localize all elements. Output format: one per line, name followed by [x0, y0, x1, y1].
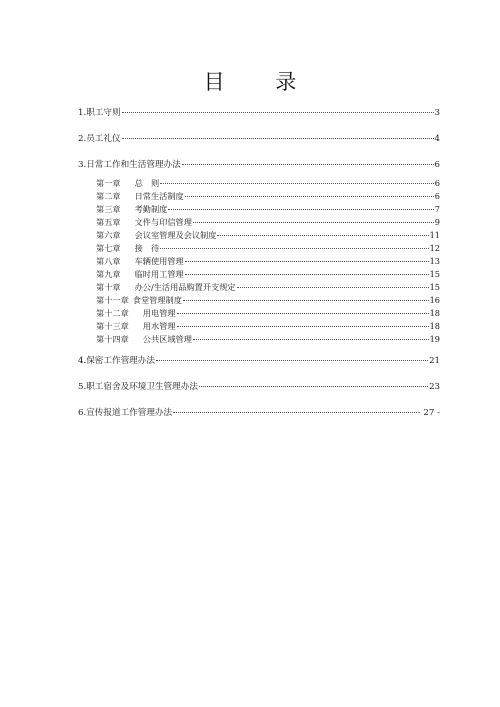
dot-leader [156, 360, 428, 361]
dot-leader [217, 235, 428, 236]
toc-page-number: 6 [434, 191, 440, 201]
toc-page-number: 9 [434, 217, 440, 227]
dot-leader [160, 183, 434, 184]
toc-page-number: 21 [429, 356, 440, 366]
chapter-number: 第十章 [96, 282, 121, 292]
toc-chapter-7[interactable] [96, 243, 440, 254]
chapter-number: 第六章 [96, 230, 121, 240]
chapter-title: 日常生活制度 [134, 191, 184, 201]
chapter-title: 办公/生活用品购置开支规定 [134, 282, 236, 292]
toc-page-number: 11 [429, 230, 440, 240]
toc-page-number: 6 [434, 160, 440, 170]
toc-page-number: 6 [434, 178, 440, 188]
toc-chapter-6[interactable] [96, 230, 440, 241]
toc-entry-5[interactable] [78, 382, 440, 393]
chapter-number: 第七章 [96, 243, 121, 253]
dot-leader [122, 112, 434, 113]
dot-leader [185, 196, 434, 197]
dot-leader [160, 248, 428, 249]
toc-page-number: 15 [429, 282, 440, 292]
toc-chapter-2[interactable] [96, 191, 440, 202]
toc-chapter-9[interactable] [96, 269, 440, 280]
chapter-number: 第五章 [96, 217, 121, 227]
chapter-number: 第九章 [96, 269, 121, 279]
toc-entry-1[interactable] [78, 108, 440, 119]
toc-title: 目 录 [203, 70, 319, 94]
dot-leader [177, 313, 429, 314]
chapter-title: 考勤制度 [134, 204, 168, 214]
toc-chapter-8[interactable] [96, 256, 440, 267]
dot-leader [177, 326, 429, 327]
toc-chapter-11[interactable] [96, 295, 440, 306]
toc-chapter-14[interactable] [96, 334, 440, 345]
chapter-title: 用电管理 [142, 308, 176, 318]
toc-entry-label: 6.宣传报道工作管理办法 [78, 408, 173, 418]
toc-page-number: 7 [434, 204, 440, 214]
toc-entry-label: 2.员工礼仪 [78, 134, 121, 144]
dot-leader [182, 164, 434, 165]
toc-page-number: 3 [434, 108, 440, 118]
toc-page-number: 16 [429, 295, 440, 305]
dot-leader [237, 287, 429, 288]
dot-leader [193, 222, 434, 223]
toc-chapter-10[interactable] [96, 282, 440, 293]
toc-page-number: 13 [429, 256, 440, 266]
dot-leader [168, 209, 433, 210]
dot-leader [183, 300, 429, 301]
toc-entry-label: 4.保密工作管理办法 [78, 356, 155, 366]
chapter-number: 第十二章 [96, 308, 129, 318]
toc-page-number: 4 [434, 134, 440, 144]
toc-entry-2[interactable] [78, 134, 440, 145]
chapter-title: 文件与印信管理 [134, 217, 192, 227]
dot-leader [185, 274, 429, 275]
chapter-number: 第三章 [96, 204, 121, 214]
dot-leader [173, 412, 417, 413]
toc-chapter-12[interactable] [96, 308, 440, 319]
toc-page-number: 12 [429, 243, 440, 253]
toc-chapter-5[interactable] [96, 217, 440, 228]
toc-page-number: 18 [429, 321, 440, 331]
toc-entry-4[interactable] [78, 356, 440, 367]
toc-page-number: 18 [429, 308, 440, 318]
toc-page-number: 23 [429, 382, 440, 392]
toc-entry-label: 3.日常工作和生活管理办法 [78, 160, 181, 170]
dot-leader [199, 386, 428, 387]
chapter-number: 第十三章 [96, 321, 129, 331]
chapter-number: 第二章 [96, 191, 121, 201]
chapter-number: 第一章 [96, 178, 121, 188]
chapter-title: 食堂管理制度 [132, 295, 182, 305]
chapter-title: 总 则 [134, 178, 160, 188]
toc-chapter-1[interactable] [96, 178, 440, 189]
chapter-title: 车辆使用管理 [134, 256, 184, 266]
toc-entry-6[interactable] [78, 408, 440, 419]
chapter-title: 公共区域管理 [142, 334, 192, 344]
toc-chapter-13[interactable] [96, 321, 440, 332]
toc-entry-3[interactable] [78, 160, 440, 171]
chapter-title: 接 待 [134, 243, 160, 253]
chapter-title: 会议室管理及会议制度 [134, 230, 217, 240]
chapter-number: 第八章 [96, 256, 121, 266]
chapter-title: 临时用工管理 [134, 269, 184, 279]
toc-chapter-3[interactable] [96, 204, 440, 215]
dot-leader [193, 339, 429, 340]
chapter-number: 第十一章 [96, 295, 129, 305]
chapter-number: 第十四章 [96, 334, 129, 344]
toc-page-number: 19 [429, 334, 440, 344]
chapter-title: 用水管理 [142, 321, 176, 331]
toc-page-number: - 27 - [417, 408, 440, 418]
dot-leader [185, 261, 429, 262]
dot-leader [122, 138, 434, 139]
toc-page-number: 15 [429, 269, 440, 279]
toc-entry-label: 1.职工守则 [78, 108, 121, 118]
toc-entry-label: 5.职工宿舍及环境卫生管理办法 [78, 382, 198, 392]
